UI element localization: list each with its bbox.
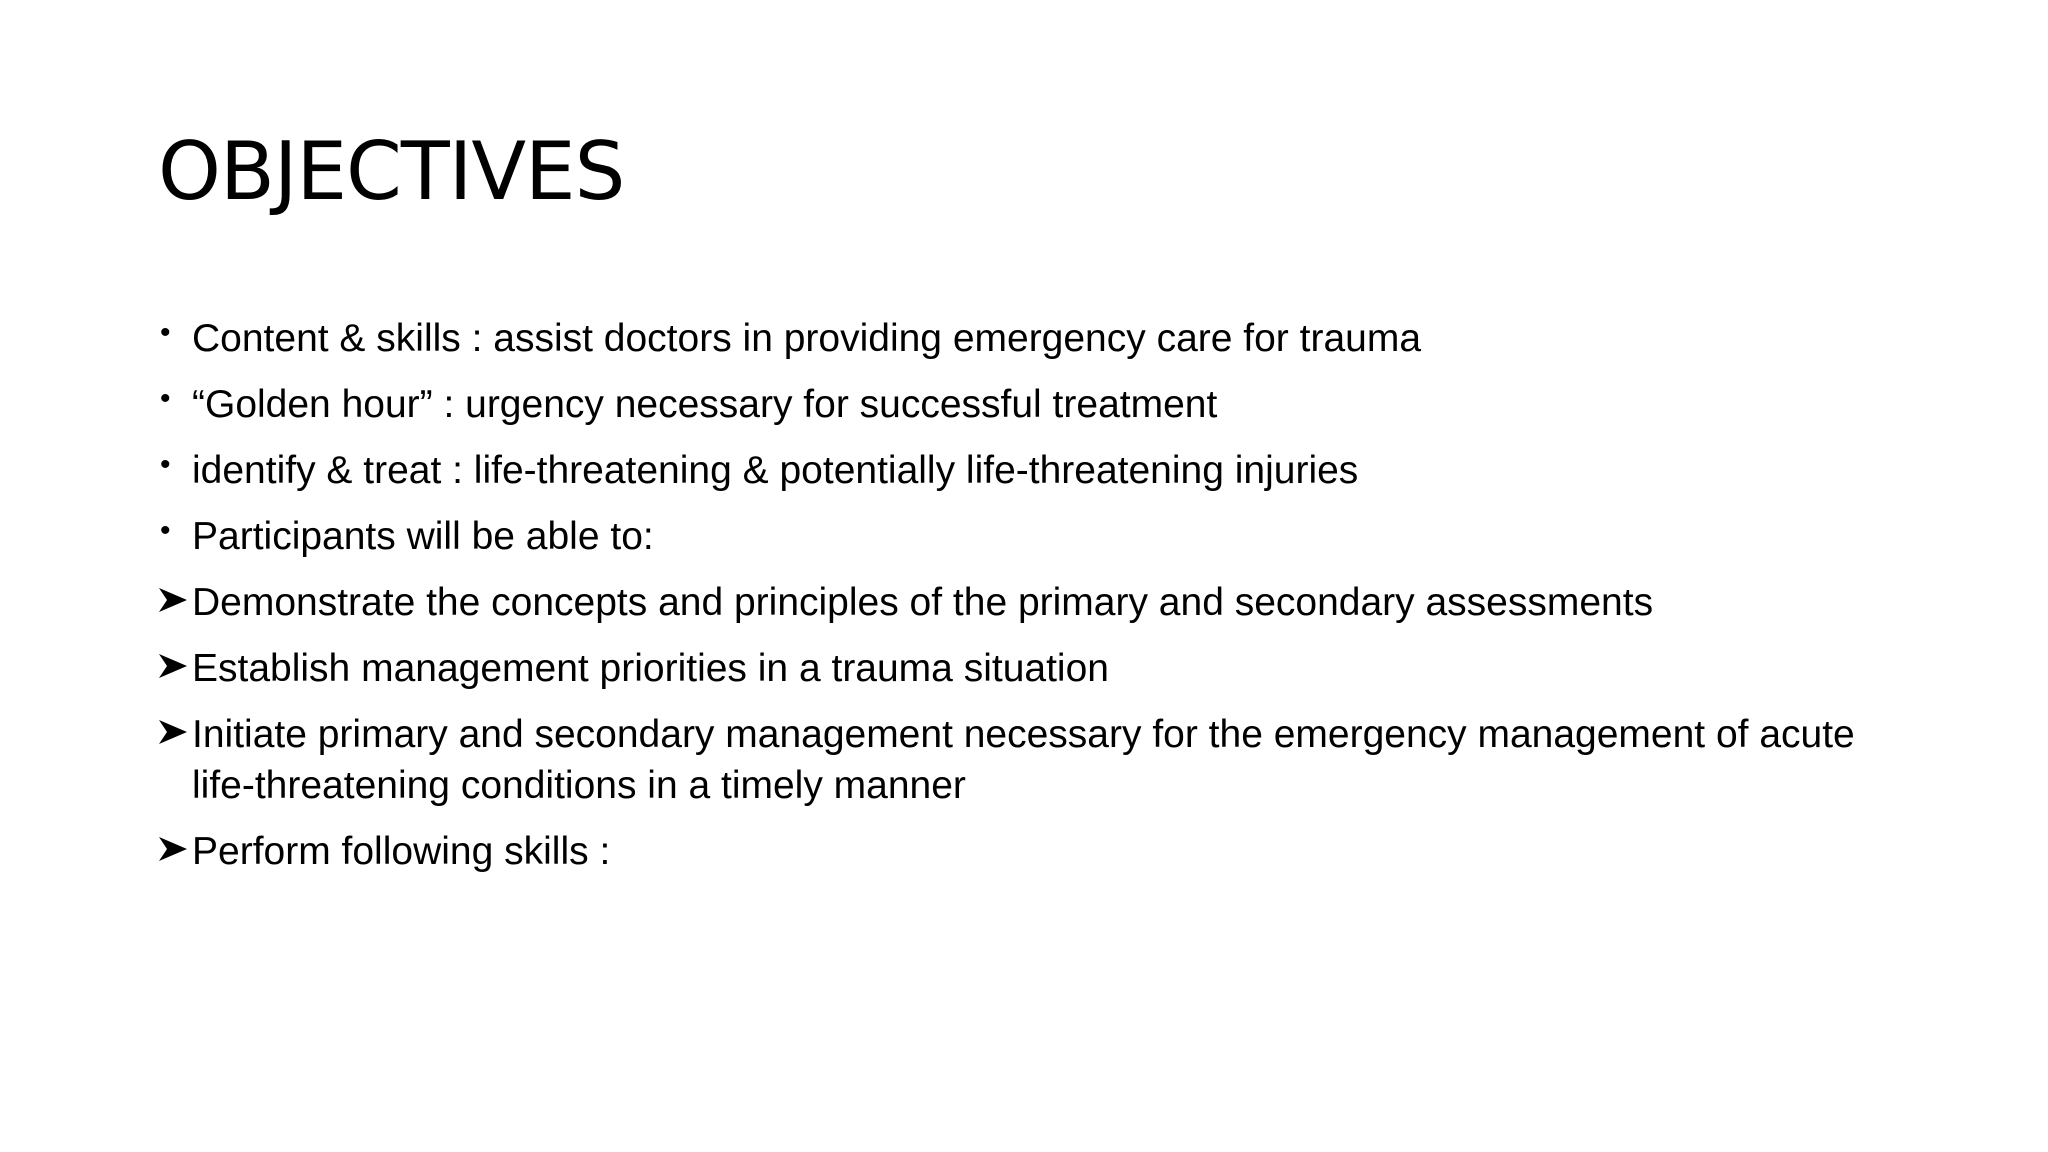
list-item bbox=[158, 643, 1918, 694]
bullet-icon: • bbox=[160, 382, 171, 415]
arrow-bullet-icon bbox=[158, 643, 192, 679]
arrow-bullet-icon bbox=[158, 709, 192, 745]
list-item bbox=[158, 511, 1918, 562]
list-item-text: Perform following skills : bbox=[192, 830, 611, 873]
list-item bbox=[158, 709, 1918, 811]
list-item bbox=[158, 826, 1918, 877]
arrow-bullet-icon bbox=[158, 577, 192, 613]
bullet-icon: • bbox=[160, 448, 171, 481]
list-item-text: “Golden hour” : urgency necessary for successful treatment bbox=[192, 383, 1218, 426]
list-item bbox=[158, 445, 1918, 496]
slide-title: OBJECTIVES bbox=[158, 125, 625, 218]
list-item-text: Establish management priorities in a trauma situation bbox=[192, 647, 1109, 690]
list-item-text: Initiate primary and secondary management necessary for the emergency management of acute life-threatening conditions in a timely manner bbox=[192, 713, 1855, 807]
list-item bbox=[158, 379, 1918, 430]
objectives-list bbox=[158, 313, 1918, 892]
bullet-icon: • bbox=[160, 316, 171, 349]
list-item-text: Content & skills : assist doctors in providing emergency care for trauma bbox=[192, 317, 1422, 360]
bullet-icon: • bbox=[160, 514, 171, 547]
list-item bbox=[158, 313, 1918, 364]
list-item bbox=[158, 577, 1918, 628]
list-item-text: Participants will be able to: bbox=[192, 515, 654, 558]
list-item-text: identify & treat : life-threatening & potentially life-threatening injuries bbox=[192, 449, 1359, 492]
arrow-bullet-icon bbox=[158, 826, 192, 862]
list-item-text: Demonstrate the concepts and principles of the primary and secondary assessments bbox=[192, 581, 1654, 624]
